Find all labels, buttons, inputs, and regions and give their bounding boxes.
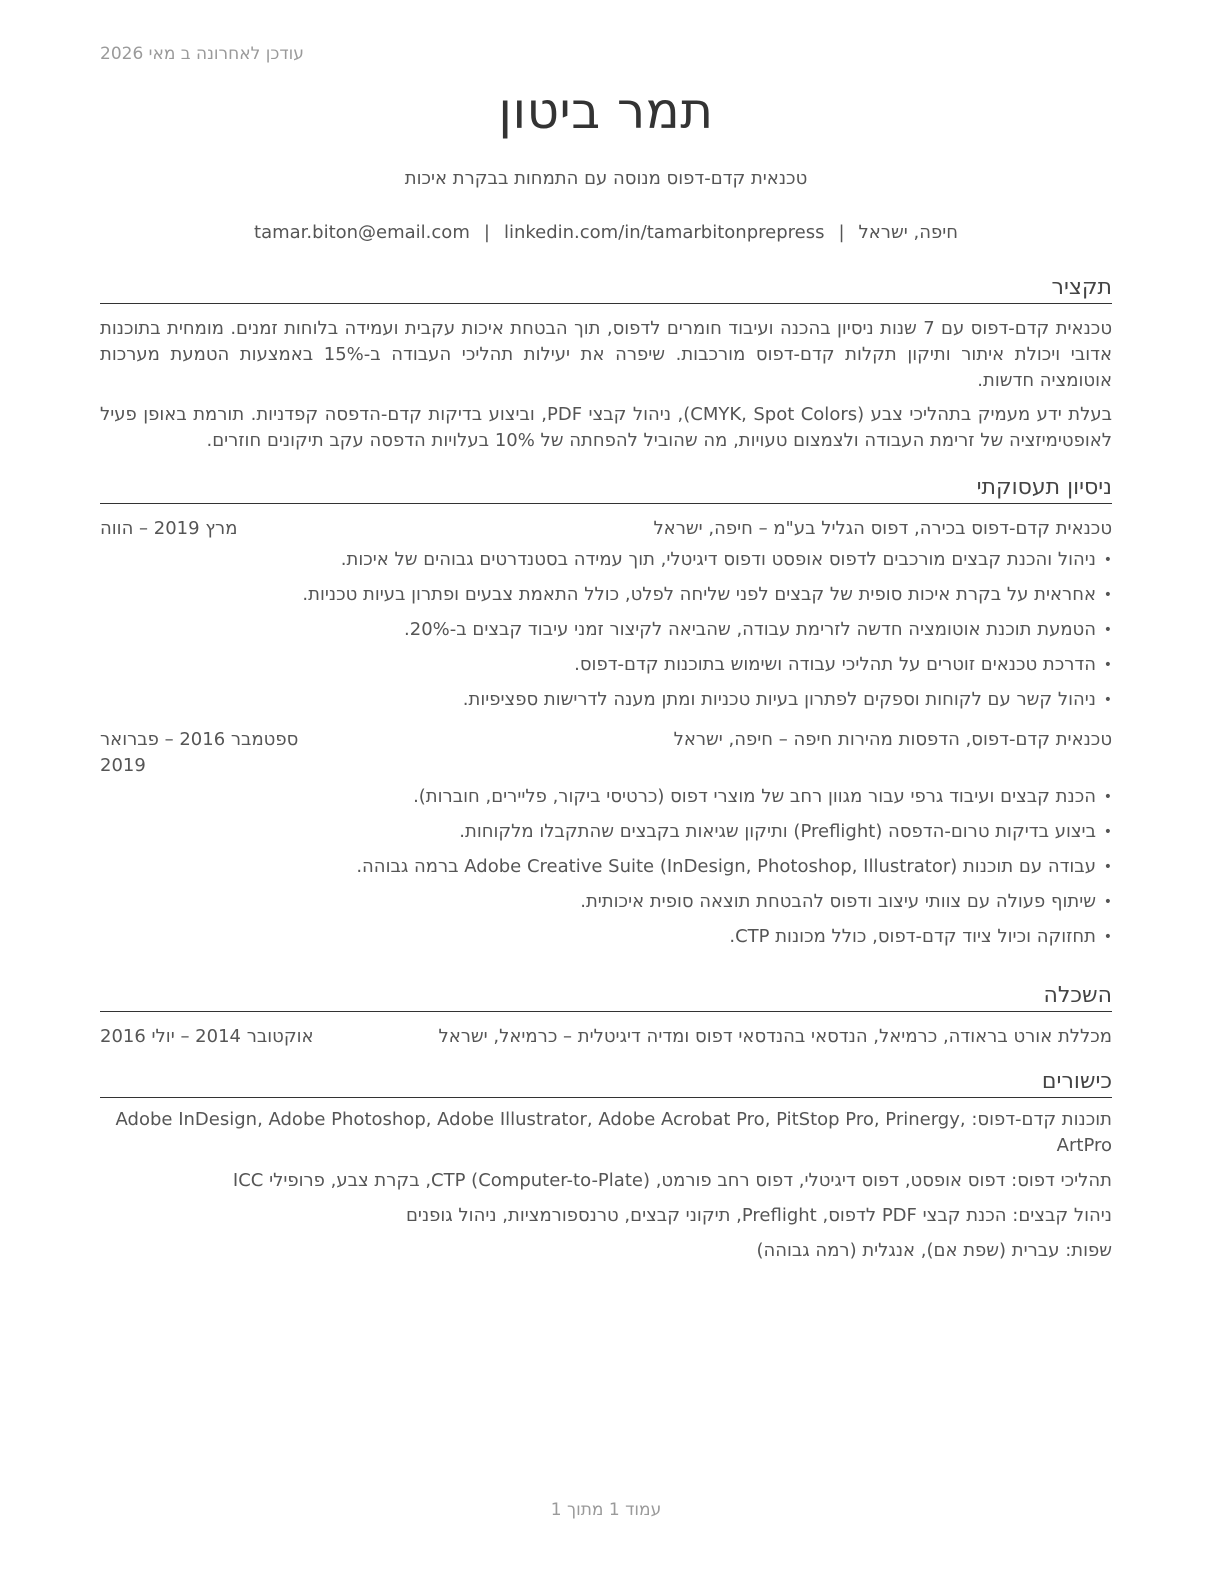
linkedin-link[interactable]: linkedin.com/in/tamarbitonprepress <box>503 222 825 243</box>
email-link[interactable]: tamar.biton@email.com <box>254 222 470 243</box>
experience-section <box>100 474 1112 950</box>
job-bullets <box>100 547 1112 713</box>
section-title-summary: תקציר <box>100 274 1112 304</box>
resume-page <box>100 0 1112 1584</box>
contact-line <box>100 222 1112 243</box>
list-item: • אחראית על בקרת איכות סופית של קבצים לפני שליחה לפלט, כולל התאמת צבעים ופתרון בעיות טכניות. <box>100 582 1096 608</box>
education-section <box>100 982 1112 1050</box>
education-dates: אוקטובר 2014 – יולי 2016 <box>100 1026 314 1047</box>
list-item: • עבודה עם תוכנות Adobe Creative Suite (InDesign, Photoshop, Illustrator) ברמה גבוהה. <box>100 854 1096 880</box>
job-dates: ספטמבר 2016 – פברואר 2019 <box>100 729 299 776</box>
separator: | <box>838 222 845 243</box>
job-title: טכנאית קדם-דפוס, הדפסות מהירות חיפה – חיפה, ישראל <box>673 729 1112 750</box>
page-number: עמוד 1 מתוך 1 <box>550 1500 662 1520</box>
job-header <box>100 727 1112 779</box>
location: חיפה, ישראל <box>858 222 958 243</box>
skill-line: תהליכי דפוס: דפוס אופסט, דפוס דיגיטלי, דפוס רחב פורמט, CTP (Computer-to-Plate), בקרת צבע, פרופילי ICC <box>232 1170 1112 1191</box>
list-item: • שיתוף פעולה עם צוותי עיצוב ודפוס להבטחת תוצאה סופית איכותית. <box>100 889 1096 915</box>
section-title-education: השכלה <box>100 982 1112 1012</box>
summary-section <box>100 274 1112 454</box>
education-title: מכללת אורט בראודה, כרמיאל, הנדסאי בהנדסאי דפוס ומדיה דיגיטלית – כרמיאל, ישראל <box>438 1026 1112 1047</box>
list-item: • תחזוקה וכיול ציוד קדם-דפוס, כולל מכונות CTP. <box>100 924 1096 950</box>
candidate-name: תמר ביטון <box>498 82 714 140</box>
job-title: טכנאית קדם-דפוס בכירה, דפוס הגליל בע"מ – חיפה, ישראל <box>653 518 1112 539</box>
list-item: • ביצוע בדיקות טרום-הדפסה (Preflight) ותיקון שגיאות בקבצים שהתקבלו מלקוחות. <box>100 819 1096 845</box>
skills-section <box>100 1068 1112 1264</box>
separator: | <box>483 222 490 243</box>
education-entry <box>100 1024 1112 1050</box>
list-item: • הדרכת טכנאים זוטרים על תהליכי עבודה ושימוש בתוכנות קדם-דפוס. <box>100 652 1096 678</box>
list-item: • ניהול והכנת קבצים מורכבים לדפוס אופסט ודפוס דיגיטלי, תוך עמידה בסטנדרטים גבוהים של איכות. <box>100 547 1096 573</box>
job-bullets <box>100 784 1112 950</box>
skill-line: תוכנות קדם-דפוס: Adobe InDesign, Adobe Photoshop, Adobe Illustrator, Adobe Acrobat Pro, PitStop Pro, Prinergy, ArtPro <box>115 1109 1112 1156</box>
section-title-skills: כישורים <box>100 1068 1112 1098</box>
job-header <box>100 516 1112 542</box>
section-title-experience: ניסיון תעסוקתי <box>100 474 1112 504</box>
candidate-title: טכנאית קדם-דפוס מנוסה עם התמחות בבקרת איכות <box>404 168 808 189</box>
list-item: • הכנת קבצים ועיבוד גרפי עבור מגוון רחב של מוצרי דפוס (כרטיסי ביקור, פליירים, חוברות). <box>100 784 1096 810</box>
last-updated: עודכן לאחרונה ב מאי 2026 <box>100 44 304 64</box>
summary-paragraph: בעלת ידע מעמיק בתהליכי צבע (CMYK, Spot Colors), ניהול קבצי PDF, וביצוע בדיקות קדם-הדפסה קפדניות. תורמת באופן פעיל לאופטימיזציה של זרימת העבודה ולצמצום טעויות, מה שהוביל להפחתה של 10% בעלויות הדפסה עקב תיקונים חוזרים. <box>100 404 1112 451</box>
list-item: • הטמעת תוכנת אוטומציה חדשה לזרימת עבודה, שהביאה לקיצור זמני עיבוד קבצים ב-20%. <box>100 617 1096 643</box>
skill-line: ניהול קבצים: הכנת קבצי PDF לדפוס, Preflight, תיקוני קבצים, טרנספורמציות, ניהול גופנים <box>405 1205 1112 1226</box>
summary-paragraph: טכנאית קדם-דפוס עם 7 שנות ניסיון בהכנה ועיבוד חומרים לדפוס, תוך הבטחת איכות עקבית ועמידה בלוחות זמנים. מומחית בתוכנות אדובי ויכולת איתור ותיקון תקלות קדם-דפוס מורכבות. שיפרה את יעילות תהליכי העבודה ב-15% באמצעות הטמעת מערכות אוטומציה חדשות. <box>100 318 1112 391</box>
list-item: • ניהול קשר עם לקוחות וספקים לפתרון בעיות טכניות ומתן מענה לדרישות ספציפיות. <box>100 687 1096 713</box>
skill-line: שפות: עברית (שפת אם), אנגלית (רמה גבוהה) <box>756 1240 1112 1261</box>
job-dates: מרץ 2019 – הווה <box>100 518 238 539</box>
